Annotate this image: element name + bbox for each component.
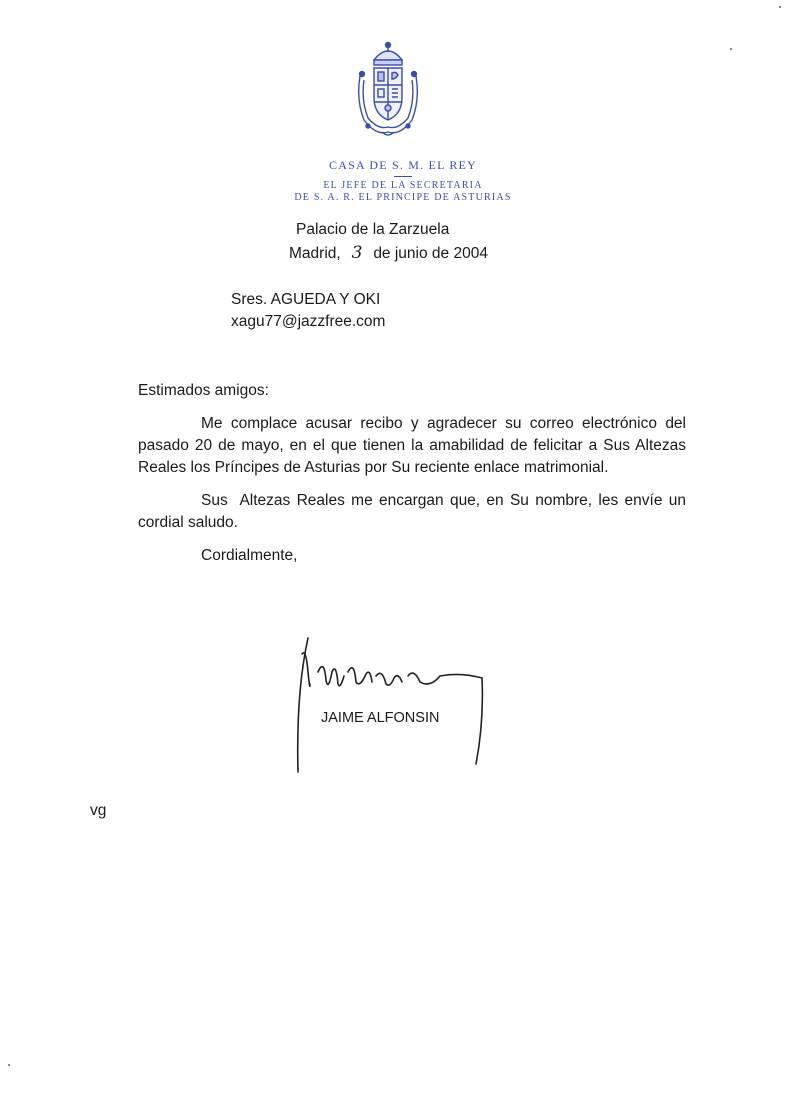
dateline-date <box>289 243 488 263</box>
handwritten-signature <box>290 632 490 777</box>
salutation: Estimados amigos: <box>138 382 269 399</box>
dateline-day: 3 <box>351 243 363 263</box>
dateline-city: Madrid, <box>289 245 341 262</box>
scan-speck <box>779 6 781 8</box>
body-paragraph-2: Sus Altezas Reales me encargan que, en Su nombre, les envíe un cordial saludo. <box>138 492 691 531</box>
dateline-month-year: de junio de 2004 <box>373 245 488 262</box>
recipient-name: Sres. AGUEDA Y OKI <box>231 291 381 308</box>
scan-speck <box>730 48 732 50</box>
closing: Cordialmente, <box>201 547 298 564</box>
letterhead-rule <box>394 176 412 177</box>
letterhead-subtitle-2: DE S. A. R. EL PRINCIPE DE ASTURIAS <box>294 192 512 203</box>
recipient-email: xagu77@jazzfree.com <box>231 313 386 330</box>
letterhead-subtitle-1: EL JEFE DE LA SECRETARIA <box>323 180 483 191</box>
typist-initials: vg <box>90 802 107 819</box>
coat-of-arms-icon <box>348 40 428 140</box>
dateline-place: Palacio de la Zarzuela <box>296 221 450 238</box>
letterhead-title: CASA DE S. M. EL REY <box>329 158 477 172</box>
signatory-name: JAIME ALFONSIN <box>321 710 440 726</box>
scan-speck <box>8 1064 10 1066</box>
body-paragraph-1: Me complace acusar recibo y agradecer su correo electrónico del pasado 20 de mayo, en el que tienen la amabilidad de felicitar a Sus Altezas Reales los Príncipes de Asturias por Su reciente enlace matrimonial. <box>138 415 686 476</box>
